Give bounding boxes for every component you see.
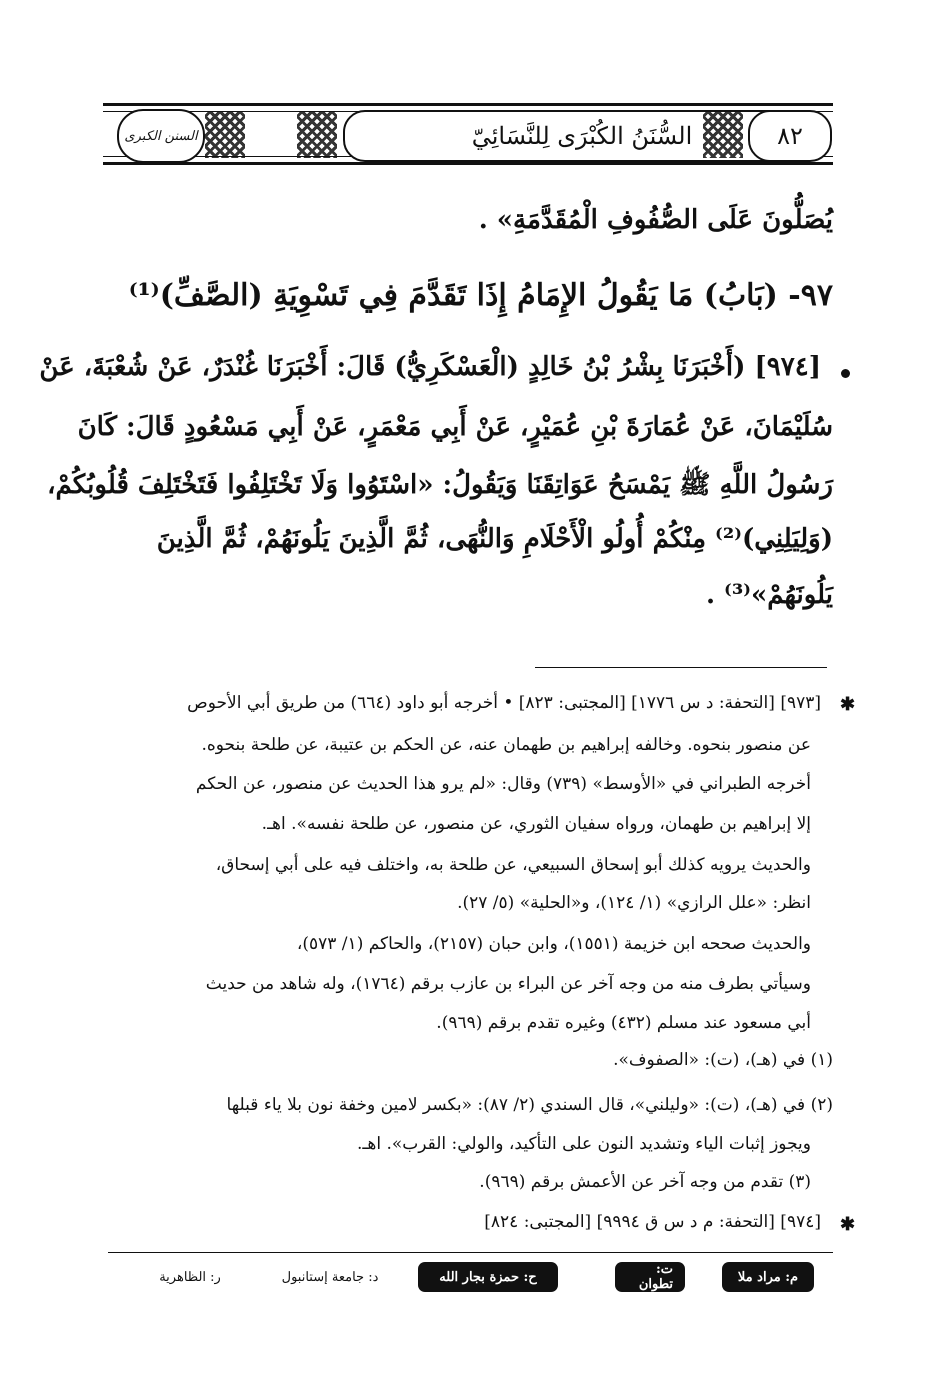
chapter-heading: ٩٧- (بَابُ) مَا يَقُولُ الإِمَامُ إِذَا تَقَدَّمَ فِي تَسْوِيَةِ (الصَّفِّ)⁽¹⁾ <box>128 278 833 313</box>
running-title-text: السُّنَنُ الكُبْرَى لِلنَّسَائِيّ <box>471 122 693 150</box>
footnote-line: عن منصور بنحوه. وخالفه إبراهيم بن طهمان عنه، عن الحكم بن عتيبة، عن طلحة بنحوه. <box>201 735 811 755</box>
footnote-line: (١) في (هـ)، (ت): «الصفوف». <box>613 1050 833 1070</box>
footnote-line: والحديث يرويه كذلك أبو إسحاق السبيعي، عن طلحة به، واختلف فيه على أبي إسحاق، <box>215 855 811 875</box>
page-header <box>103 103 833 165</box>
siglum-t: ت: تطوان <box>615 1262 685 1292</box>
footnote-line: ويجوز إثبات الياء وتشديد النون على التأكيد، والولي: القرب». اهـ. <box>356 1134 811 1154</box>
hadith-line: (وَلِيَلِنِي)⁽²⁾ مِنْكُمْ أُولُو الْأَحْلَامِ وَالنُّهَى، ثُمَّ الَّذِينَ يَلُونَهُمْ، ثُمَّ الَّذِينَ <box>156 524 833 554</box>
siglum-d: د: جامعة إستانبول <box>281 1269 379 1285</box>
ornament-left <box>205 112 245 158</box>
hadith-line: يَلُونَهُمْ»⁽³⁾ . <box>705 580 833 610</box>
footnote-line: (٢) في (هـ)، (ت): «وليلني»، قال السندي (٢/ ٨٧): «بكسر لامين وخفة نون بلا ياء قبلها <box>226 1095 833 1115</box>
siglum-h: ح: حمزة بجار الله <box>418 1262 558 1292</box>
footnote-line: أخرجه الطبراني في «الأوسط» (٧٣٩) وقال: «لم يرو هذا الحديث عن منصور، عن الحكم <box>195 774 811 794</box>
page-number <box>748 110 832 162</box>
asterisk-icon: ✱ <box>840 694 856 715</box>
seal-logo <box>117 109 205 163</box>
hadith-bullet <box>841 369 850 378</box>
footnote-line: انظر: «علل الرازي» (١/ ١٢٤)، و«الحلية» (٥/ ٢٧). <box>457 893 811 913</box>
bottom-rule <box>108 1252 833 1253</box>
footnote-separator <box>535 667 827 668</box>
hadith-line: [٩٧٤] (أَخْبَرَنَا بِشْرُ بْنُ خَالِدٍ (الْعَسْكَرِيُّ) قَالَ: أَخْبَرَنَا غُنْدَرٌ، عَنْ شُعْبَةَ، عَنْ <box>39 352 821 382</box>
footnote-line: [٩٧٣] [التحفة: د س ١٧٧٦] [المجتبى: ٨٢٣] • أخرجه أبو داود (٦٦٤) من طريق أبي الأحوص <box>187 693 821 713</box>
footnote-line: [٩٧٤] [التحفة: م د س ق ٩٩٩٤] [المجتبى: ٨٢٤] <box>484 1212 821 1232</box>
hadith-line: سُلَيْمَانَ، عَنْ عُمَارَةَ بْنِ عُمَيْرٍ، عَنْ أَبِي مَعْمَرٍ، عَنْ أَبِي مَسْعُودٍ قَالَ: كَانَ <box>77 412 833 442</box>
footnote-line: (٣) تقدم من وجه آخر عن الأعمش برقم (٩٦٩). <box>479 1172 811 1192</box>
page-number-text: ٨٢ <box>777 122 803 150</box>
footnote-line: والحديث صححه ابن خزيمة (١٥٥١)، وابن حبان (٢١٥٧)، والحاكم (١/ ٥٧٣)، <box>296 934 811 954</box>
asterisk-icon: ✱ <box>840 1214 856 1235</box>
hadith-line: رَسُولُ اللَّهِ ﷺ يَمْسَحُ عَوَاتِقَنَا وَيَقُولُ: «اسْتَوُوا وَلَا تَخْتَلِفُوا فَتَخْتَلِفَ قُلُوبُكُمْ، <box>47 470 833 500</box>
ornament-mid-left <box>297 112 337 158</box>
seal-text: السنن الكبرى <box>124 128 198 144</box>
siglum-r: ر: الظاهرية <box>159 1269 221 1285</box>
continuation-line: يُصَلُّونَ عَلَى الصُّفُوفِ الْمُقَدَّمَةِ» . <box>478 205 833 235</box>
ornament-mid-right <box>703 112 743 158</box>
footnote-line: وسيأتي بطرف منه من وجه آخر عن البراء بن عازب برقم (١٧٦٤)، وله شاهد من حديث <box>205 974 811 994</box>
footnote-line: أبي مسعود عند مسلم (٤٣٢) وغيره تقدم برقم (٩٦٩). <box>436 1013 811 1033</box>
footnote-line: إلا إبراهيم بن طهمان، ورواه سفيان الثوري، عن منصور، عن طلحة نفسه». اهـ. <box>261 814 811 834</box>
siglum-m: م: مراد ملا <box>722 1262 814 1292</box>
